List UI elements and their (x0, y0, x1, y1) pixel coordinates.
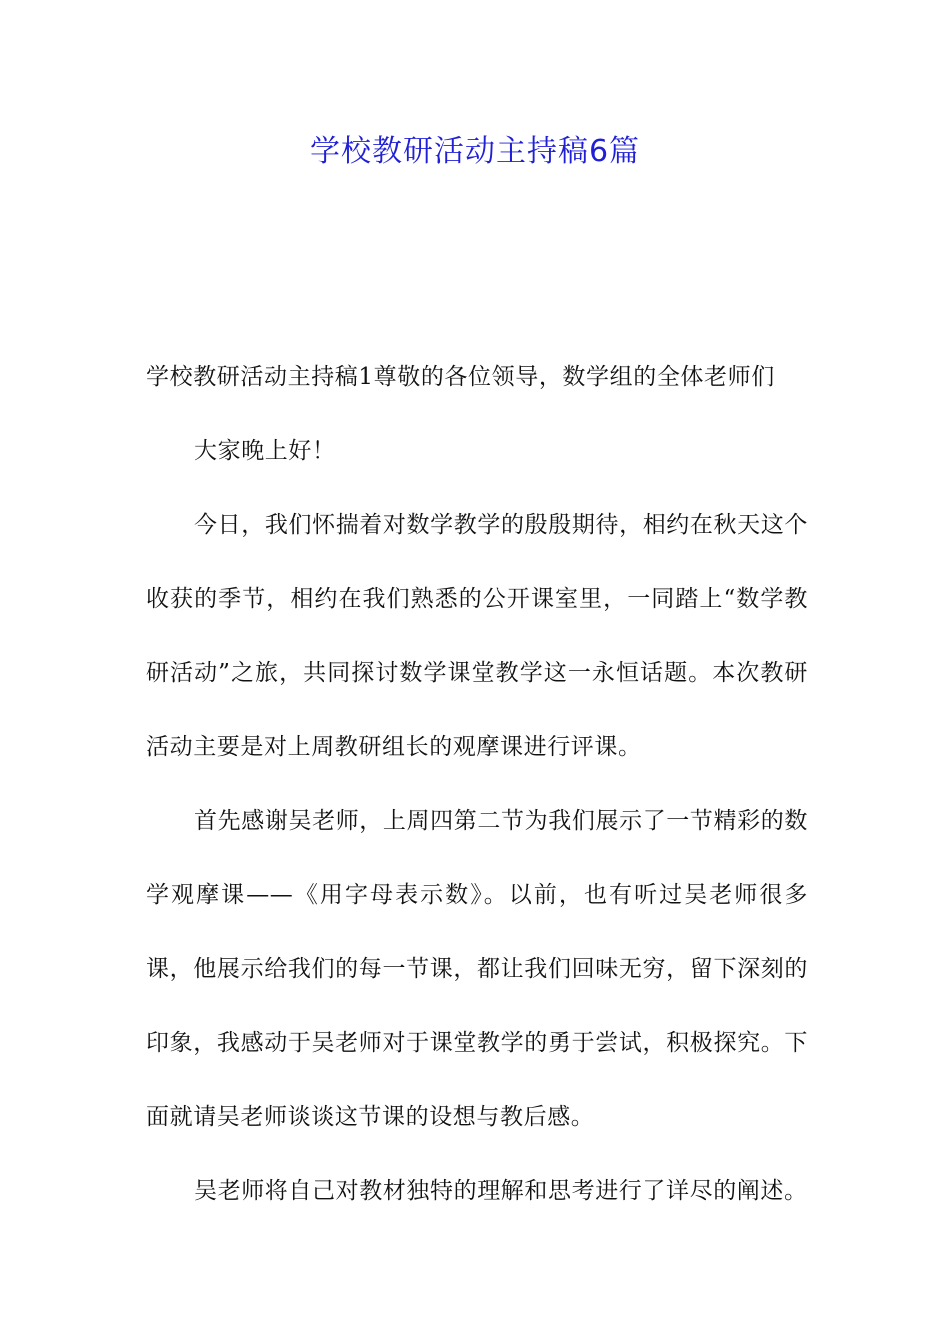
paragraph-explanation: 吴老师将自己对教材独特的理解和思考进行了详尽的阐述。 (194, 1178, 808, 1204)
paragraph-introduction: 今日，我们怀揣着对数学教学的殷殷期待，相约在秋天这个收获的季节，相约在我们熟悉的公开课室里，一同踏上“数学教研活动”之旅，共同探讨数学课堂教学这一永恒话题。本次教研活动主要是对上周教研组长的观摩课进行评课。 (146, 512, 808, 760)
document-title: 学校教研活动主持稿6篇 (309, 134, 641, 169)
paragraph-thanks: 首先感谢吴老师，上周四第二节为我们展示了一节精彩的数学观摩课——《用字母表示数》。以前，也有听过吴老师很多课，他展示给我们的每一节课，都让我们回味无穷，留下深刻的印象，我感动于吴老师对于课堂教学的勇于尝试，积极探究。下面就请吴老师谈谈这节课的设想与教后感。 (146, 808, 808, 1130)
paragraph-opening: 学校教研活动主持稿1尊敬的各位领导，数学组的全体老师们 (146, 364, 775, 390)
paragraph-greeting: 大家晚上好！ (194, 438, 336, 464)
document-body (146, 340, 808, 1228)
